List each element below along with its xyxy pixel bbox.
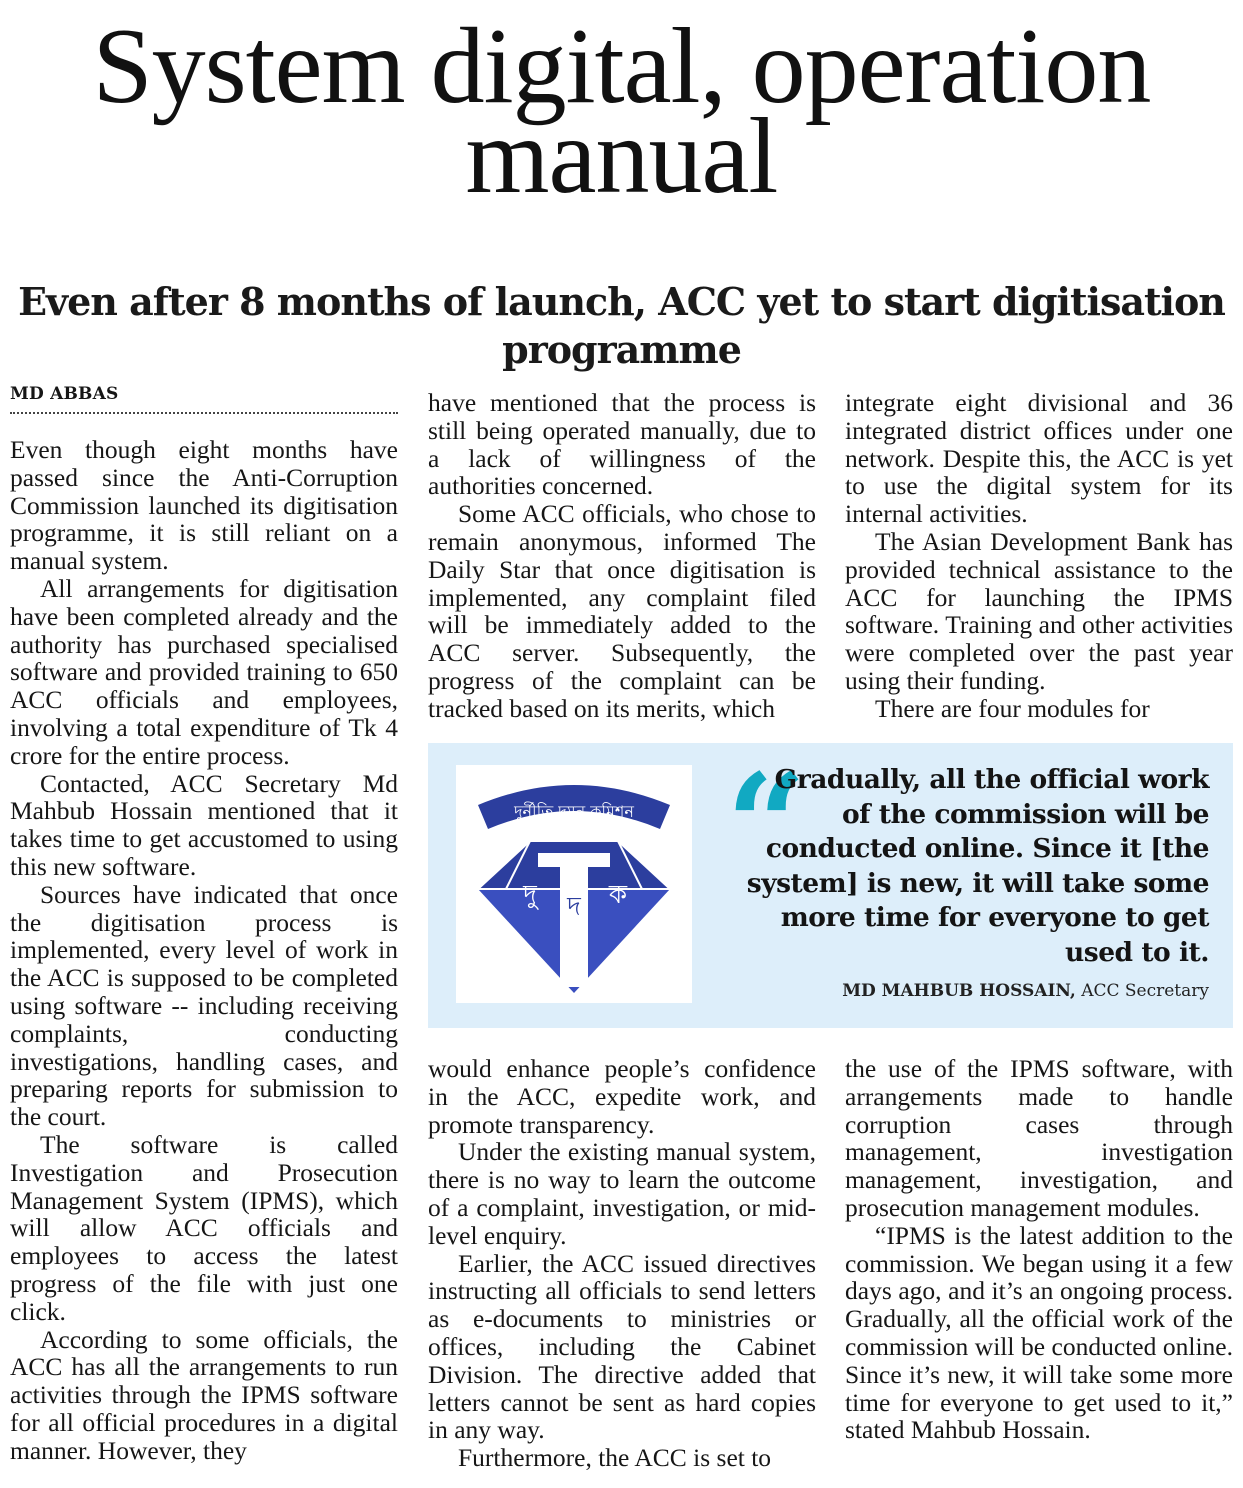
paragraph: Earlier, the ACC issued directives instructing all officials to send letters as e-documents to ministries or offices, including the Cabinet Division. The directive added that letters cannot be sent as hard copies in any way. bbox=[428, 1248, 816, 1445]
quote-mark-icon: “ bbox=[726, 744, 807, 908]
column-3-bottom bbox=[845, 1055, 1233, 1475]
acc-logo bbox=[456, 765, 692, 1003]
pull-quote-attribution bbox=[842, 981, 1209, 1001]
byline: MD ABBAS bbox=[10, 384, 398, 414]
paragraph: integrate eight divisional and 36 integrated district offices under one network. Despite this, the ACC is yet to use the digital system for its internal activities. bbox=[845, 389, 1233, 529]
pull-quote-title: ACC Secretary bbox=[1081, 981, 1209, 1001]
column-2-top bbox=[428, 389, 816, 725]
paragraph: According to some officials, the ACC has all the arrangements to run activities through the IPMS software for all official procedures in a digital manner. However, they bbox=[10, 1324, 398, 1465]
paragraph: “IPMS is the latest addition to the commission. We began using it a few days ago, and it’s an ongoing process. Gradually, all the official work of the commission will be conducted online. Since it’s new, it will take some more time for everyone to get used to it,” stated Mahbub Hossain. bbox=[845, 1220, 1233, 1445]
paragraph: Even though eight months have passed since the Anti-Corruption Commission launched its digitisation programme, it is still reliant on a manual system. bbox=[10, 436, 398, 576]
paragraph: Under the existing manual system, there is no way to learn the outcome of a complaint, investigation, or mid-level enquiry. bbox=[428, 1137, 816, 1250]
acc-logo-graphic bbox=[456, 765, 692, 1003]
paragraph: The software is called Investigation and Prosecution Management System (IPMS), which will allow ACC officials and employees to access the latest progress of the file with just one click. bbox=[10, 1129, 398, 1326]
paragraph: Sources have indicated that once the digitisation process is implemented, every level of work in the ACC is supposed to be completed using software -- including receiving complaints, conducting investigations, handling cases, and preparing reports for submission to the court. bbox=[10, 879, 398, 1132]
subheadline: Even after 8 months of launch, ACC yet to start digitisation programme bbox=[18, 279, 1225, 372]
paragraph: Furthermore, the ACC is set to bbox=[458, 1443, 772, 1473]
paragraph: the use of the IPMS software, with arrangements made to handle corruption cases through management, investigation management, investigation, and prosecution management modules. bbox=[845, 1055, 1233, 1222]
column-2-bottom bbox=[428, 1055, 816, 1475]
headline: System digital, operation manual bbox=[92, 7, 1151, 216]
paragraph: Some ACC officials, who chose to remain anonymous, informed The Daily Star that once digitisation is implemented, any complaint filed will be immediately added to the ACC server. Subsequently, the progress of the complaint can be tracked based on its merits, which bbox=[428, 499, 816, 723]
pull-quote-box bbox=[428, 743, 1233, 1028]
logo-letter: দু bbox=[523, 880, 537, 910]
column-1 bbox=[10, 436, 398, 1476]
paragraph: There are four modules for bbox=[875, 693, 1150, 723]
paragraph: Contacted, ACC Secretary Md Mahbub Hossain mentioned that it takes time to get accustomed to using this new software. bbox=[10, 768, 398, 881]
paragraph: have mentioned that the process is still being operated manually, due to a lack of willingness of the authorities concerned. bbox=[428, 389, 816, 501]
logo-letter: দ bbox=[567, 892, 581, 922]
paragraph: All arrangements for digitisation have been completed already and the authority has purchased specialised software and provided training to 650 ACC officials and employees, involving a total expenditure of Tk 4 crore for the entire process. bbox=[10, 573, 398, 770]
pull-quote-text: Gradually, all the official work of the commission will be conducted online. Since it [the system] is new, it will take some more time for everyone to get used to it. bbox=[746, 764, 1209, 968]
paragraph: The Asian Development Bank has provided technical assistance to the ACC for launching the IPMS software. Training and other activities were completed over the past year using their funding. bbox=[845, 526, 1233, 695]
logo-ribbon-text: দুর্নীতি দমন কমিশন bbox=[514, 802, 634, 821]
column-3-top bbox=[845, 389, 1233, 725]
logo-letter: ক bbox=[608, 880, 628, 910]
pull-quote-name: MD MAHBUB HOSSAIN, bbox=[842, 981, 1076, 1001]
paragraph: would enhance people’s confidence in the ACC, expedite work, and promote transparency. bbox=[428, 1055, 816, 1139]
